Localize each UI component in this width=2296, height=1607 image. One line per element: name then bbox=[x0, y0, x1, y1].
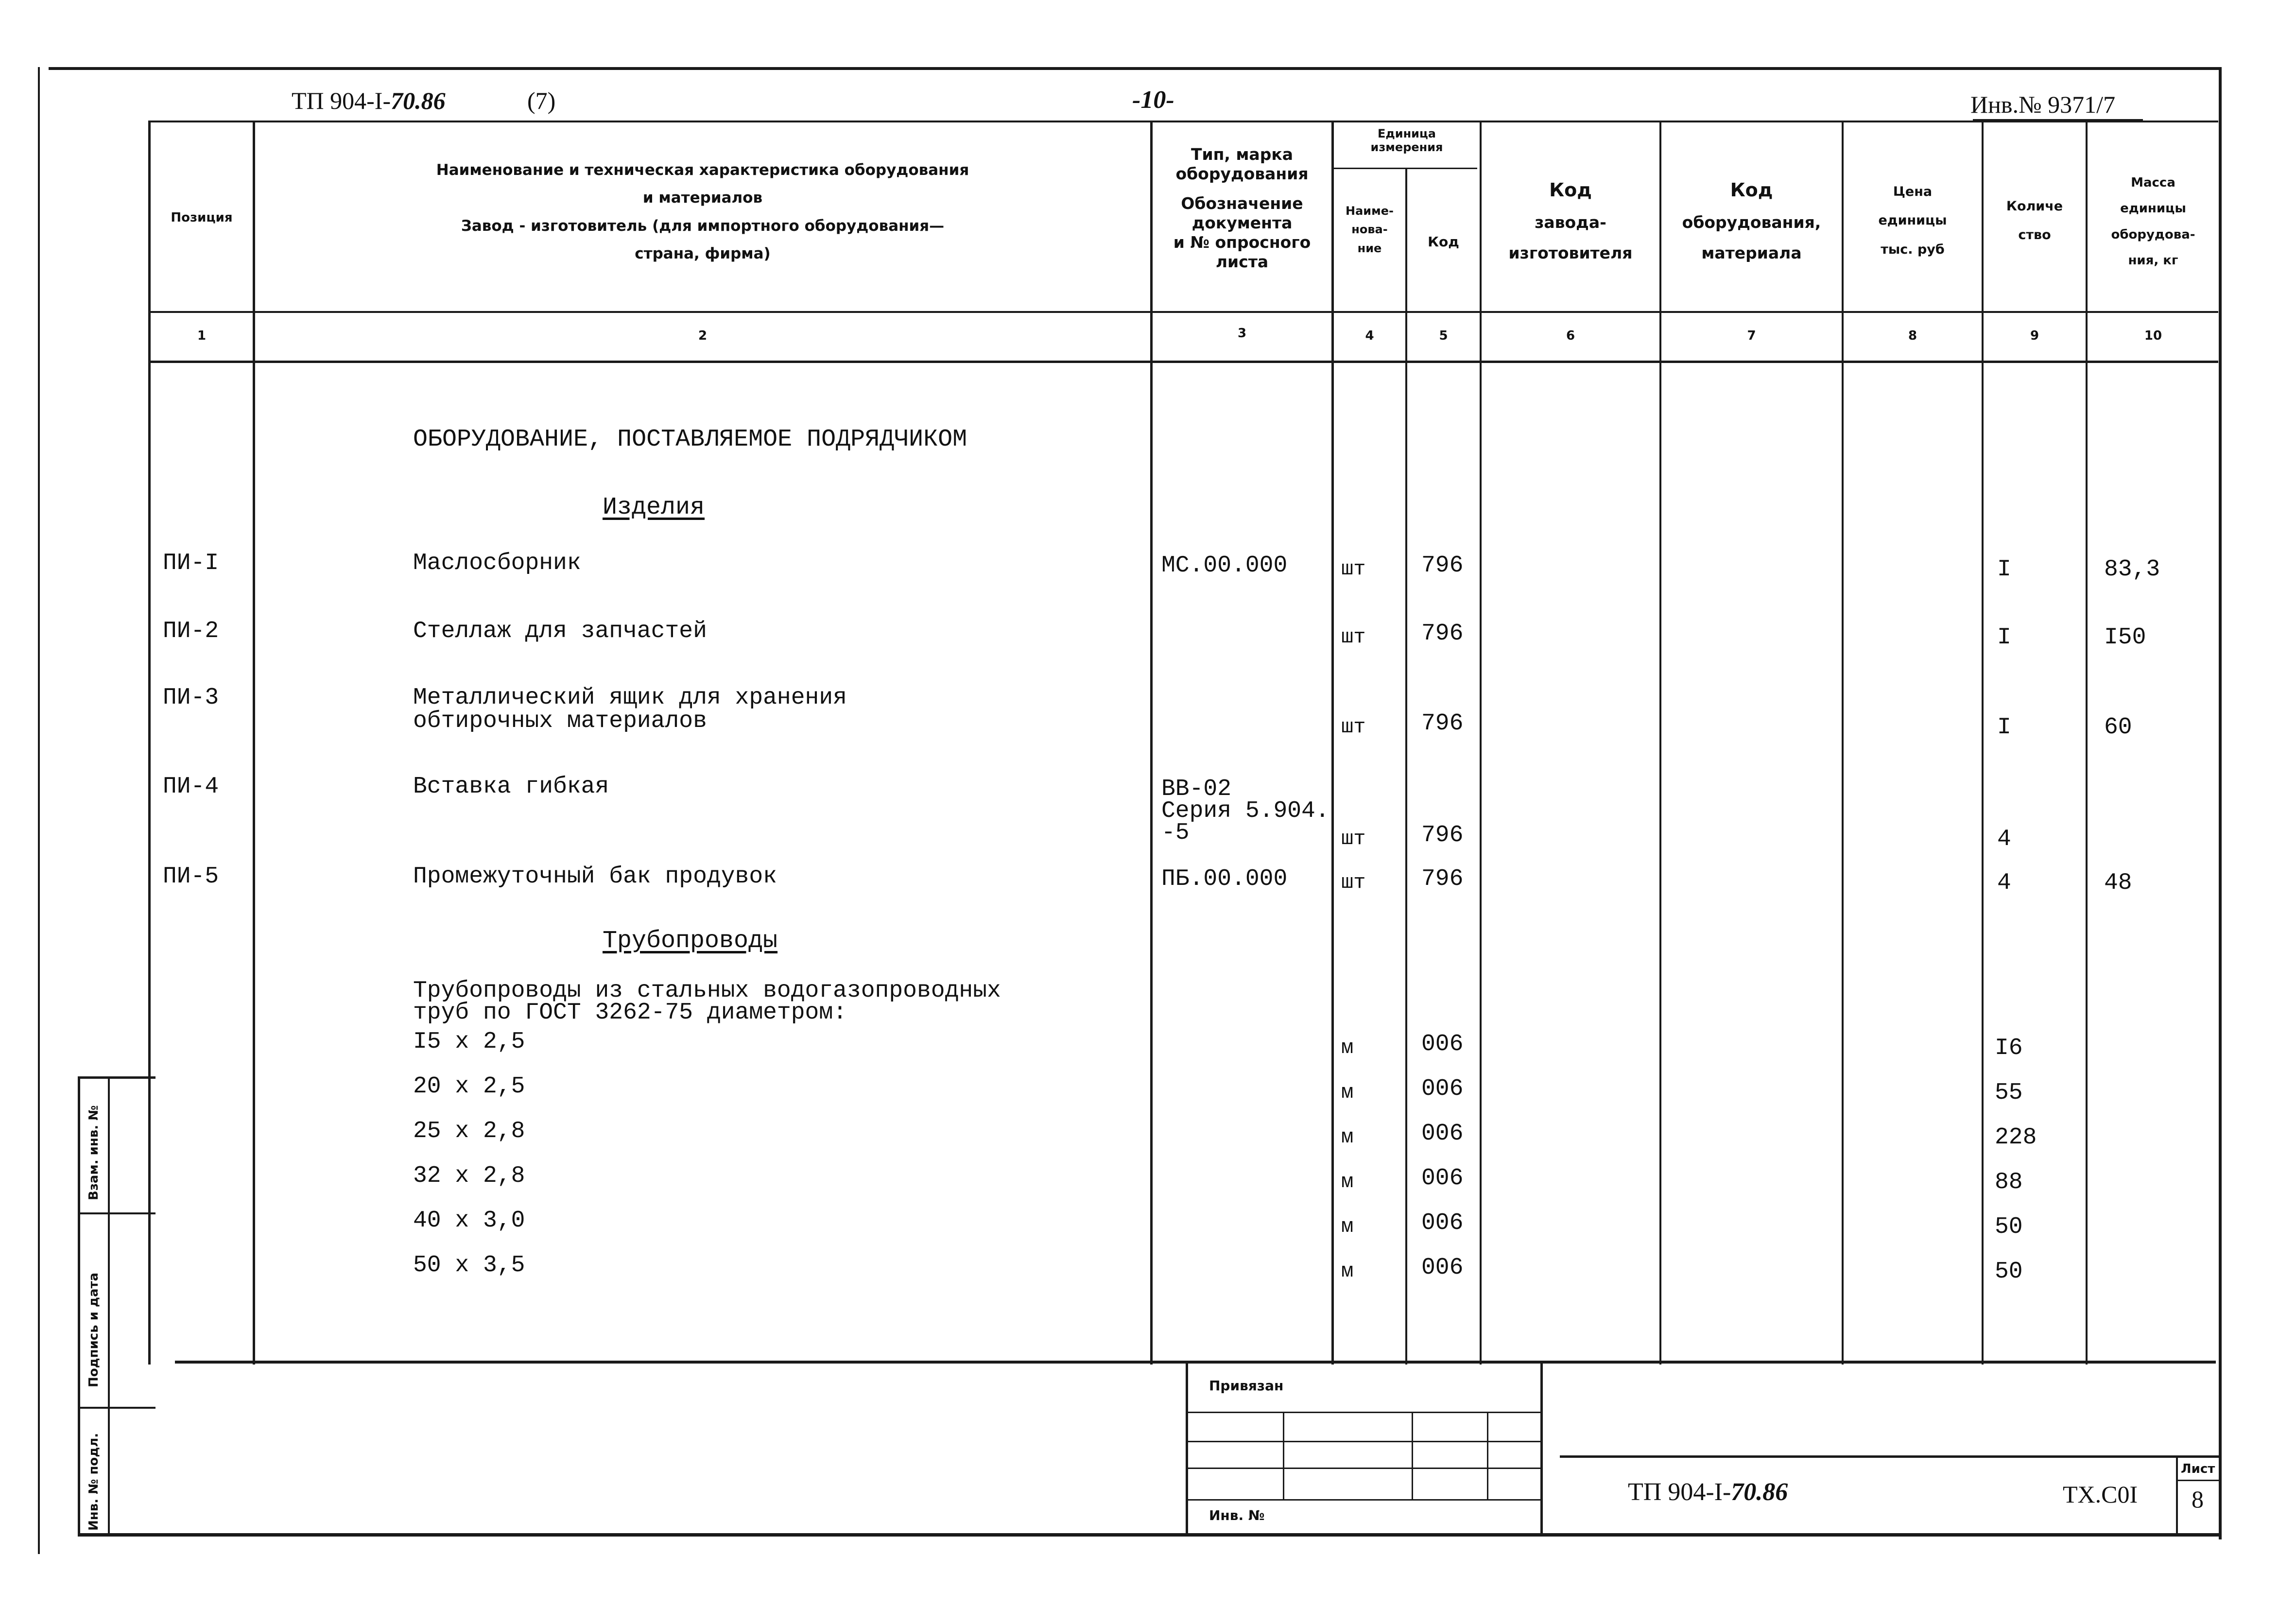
header-col10 bbox=[2088, 170, 2219, 274]
subheading-pipes: Трубопроводы bbox=[603, 927, 778, 955]
header-unit-group-line1: Единица bbox=[1378, 127, 1436, 140]
header-col8-line3: тыс. руб bbox=[1881, 242, 1945, 257]
col-line-0 bbox=[148, 121, 151, 1365]
col-line-2 bbox=[1150, 121, 1153, 1365]
bottom-border bbox=[78, 1533, 2221, 1537]
col-line-7 bbox=[1842, 121, 1844, 1365]
header-col3-line3: Обозначение bbox=[1181, 193, 1303, 213]
header-col2-line4: страна, фирма) bbox=[635, 245, 771, 263]
colnum-3: 3 bbox=[1237, 326, 1247, 341]
row-unit: шт bbox=[1341, 715, 1366, 739]
pipe-size: 50 x 3,5 bbox=[413, 1252, 525, 1279]
stamp-sheet-code: ТХ.С0I bbox=[2063, 1481, 2138, 1508]
header-col2-line3: Завод - изготовитель (для импортного оборудования— bbox=[461, 217, 945, 235]
row-name-line2: обтирочных материалов bbox=[413, 708, 707, 734]
row-qty: I bbox=[1997, 714, 2011, 741]
pipe-qty: I6 bbox=[1995, 1035, 2023, 1061]
pipe-unit: м bbox=[1341, 1170, 1354, 1193]
colnum-1: 1 bbox=[197, 328, 207, 343]
row-code: 796 bbox=[1421, 553, 1464, 579]
pipes-intro-line1: Трубопроводы из стальных водогазопроводных bbox=[413, 978, 1001, 1004]
row-qty: 4 bbox=[1997, 870, 2011, 896]
row-code: 796 bbox=[1421, 822, 1464, 848]
pipes-intro-line2: труб по ГОСТ 3262-75 диаметром: bbox=[413, 1000, 847, 1026]
header-col4-line2: нова- bbox=[1351, 223, 1388, 237]
header-col3-line2: оборудования bbox=[1175, 164, 1309, 184]
side-stamp-inv-podl: Инв. № подл. bbox=[86, 1433, 101, 1531]
row-mass: 83,3 bbox=[2104, 556, 2160, 583]
row-code: 796 bbox=[1421, 621, 1464, 647]
row-type: ПБ.00.000 bbox=[1161, 866, 1288, 892]
pipe-size: 20 x 2,5 bbox=[413, 1073, 525, 1100]
subheading-items: Изделия bbox=[603, 494, 705, 521]
header-col10-line2: единицы bbox=[2120, 201, 2186, 216]
row-code: 796 bbox=[1421, 866, 1464, 892]
col-line-4 bbox=[1405, 168, 1407, 1365]
header-col5: Код bbox=[1428, 234, 1459, 250]
row-name: Маслосборник bbox=[413, 550, 581, 576]
list-box-left bbox=[2176, 1457, 2178, 1535]
row-name: Стеллаж для запчастей bbox=[413, 618, 707, 644]
header-col3-line5: и № опросного bbox=[1173, 233, 1311, 252]
row-position: ПИ-2 bbox=[163, 618, 219, 644]
top-doc-code-hand: 70.86 bbox=[391, 87, 446, 114]
page-number: -10- bbox=[1132, 86, 1174, 114]
header-top-line bbox=[148, 121, 2218, 122]
pipe-unit: м bbox=[1341, 1125, 1354, 1149]
top-doc-part: (7) bbox=[527, 87, 556, 114]
colnum-10: 10 bbox=[2144, 328, 2162, 343]
pipe-qty: 228 bbox=[1995, 1124, 2037, 1151]
header-col9 bbox=[1984, 192, 2086, 250]
colnum-8: 8 bbox=[1908, 328, 1917, 343]
header-bottom-line bbox=[148, 311, 2218, 313]
outer-right-border bbox=[2219, 67, 2222, 1539]
col-line-1 bbox=[253, 121, 255, 1365]
row-name: Промежуточный бак продувок bbox=[413, 864, 777, 890]
header-col8-line2: единицы bbox=[1878, 213, 1947, 228]
numrow-bottom-line bbox=[148, 361, 2218, 363]
privyazan-row-4 bbox=[1188, 1499, 1540, 1501]
row-qty: I bbox=[1997, 556, 2011, 583]
col-line-8 bbox=[1982, 121, 1984, 1365]
side-stamp-podpis: Подпись и дата bbox=[86, 1272, 101, 1387]
header-col3-line6: листа bbox=[1215, 252, 1269, 272]
header-col3 bbox=[1153, 145, 1331, 272]
row-type-line2: Серия 5.904. bbox=[1161, 798, 1329, 824]
header-col10-line1: Масса bbox=[2131, 175, 2175, 190]
row-type: МС.00.000 bbox=[1161, 553, 1288, 579]
pipe-size: I5 x 2,5 bbox=[413, 1029, 525, 1055]
privyazan-col-1 bbox=[1283, 1412, 1284, 1499]
pipe-code: 006 bbox=[1421, 1076, 1464, 1102]
pipe-qty: 50 bbox=[1995, 1214, 2023, 1240]
row-type-line1: ВВ-02 bbox=[1161, 776, 1232, 802]
pipe-qty: 55 bbox=[1995, 1080, 2023, 1106]
header-col2-line1: Наименование и техническая характеристика оборудования bbox=[436, 161, 969, 179]
header-col9-line2: ство bbox=[2018, 227, 2051, 243]
colnum-4: 4 bbox=[1365, 328, 1374, 343]
pipe-code: 006 bbox=[1421, 1255, 1464, 1281]
top-doc-code-prefix: ТП 904-I- bbox=[292, 87, 391, 114]
header-unit-group bbox=[1334, 127, 1480, 154]
row-mass: 60 bbox=[2104, 714, 2132, 741]
stamp-doc-code-hand: 70.86 bbox=[1731, 1478, 1788, 1506]
row-position: ПИ-4 bbox=[163, 774, 219, 800]
header-col8 bbox=[1844, 177, 1982, 264]
col-line-5 bbox=[1480, 121, 1482, 1365]
header-col2-line2: и материалов bbox=[642, 189, 763, 207]
header-col7-line3: материала bbox=[1701, 243, 1802, 262]
row-unit: шт bbox=[1341, 871, 1366, 894]
inv-no-label: Инв. № bbox=[1209, 1507, 1265, 1523]
inventory-number: Инв.№ 9371/7 bbox=[1970, 91, 2116, 118]
pipe-unit: м bbox=[1341, 1036, 1354, 1059]
header-col7-line1: Код bbox=[1730, 179, 1773, 201]
header-col1: Позиция bbox=[171, 210, 233, 225]
outer-top-border bbox=[49, 67, 2221, 70]
pipe-qty: 88 bbox=[1995, 1169, 2023, 1195]
row-position: ПИ-3 bbox=[163, 685, 219, 711]
row-unit: шт bbox=[1341, 557, 1366, 581]
col-line-6 bbox=[1659, 121, 1661, 1365]
stamp-doc-code-prefix: ТП 904-I- bbox=[1628, 1478, 1731, 1506]
header-col9-line1: Количе bbox=[2006, 199, 2063, 214]
header-col3-line1: Тип, марка bbox=[1191, 145, 1293, 164]
row-mass: 48 bbox=[2104, 870, 2132, 896]
colnum-5: 5 bbox=[1439, 328, 1448, 343]
left-margin-line bbox=[38, 67, 40, 1554]
row-qty: I bbox=[1997, 624, 2011, 651]
pipe-size: 25 x 2,8 bbox=[413, 1118, 525, 1144]
row-mass: I50 bbox=[2104, 624, 2146, 651]
pipe-unit: м bbox=[1341, 1260, 1354, 1283]
row-qty: 4 bbox=[1997, 826, 2011, 852]
header-col6-line2: завода- bbox=[1535, 213, 1606, 232]
pipe-unit: м bbox=[1341, 1215, 1354, 1238]
colnum-7: 7 bbox=[1747, 328, 1756, 343]
header-col6 bbox=[1482, 173, 1659, 269]
row-position: ПИ-I bbox=[163, 550, 219, 576]
row-name-line1: Металлический ящик для хранения bbox=[413, 685, 847, 711]
row-name: Вставка гибкая bbox=[413, 774, 609, 800]
header-col4 bbox=[1334, 202, 1405, 258]
col-line-3 bbox=[1331, 121, 1334, 1365]
header-col2 bbox=[255, 156, 1150, 268]
section-title: ОБОРУДОВАНИЕ, ПОСТАВЛЯЕМОЕ ПОДРЯДЧИКОМ bbox=[413, 426, 967, 453]
pipe-size: 32 x 2,8 bbox=[413, 1163, 525, 1189]
header-col10-line3: оборудова- bbox=[2111, 227, 2195, 242]
side-stamp-divider-v bbox=[108, 1076, 110, 1536]
stamp-doc-code bbox=[1628, 1480, 1788, 1505]
pipe-unit: м bbox=[1341, 1081, 1354, 1104]
privyazan-col-2 bbox=[1412, 1412, 1413, 1499]
header-col6-line3: изготовителя bbox=[1508, 243, 1633, 262]
list-number: 8 bbox=[2192, 1486, 2204, 1513]
pipe-code: 006 bbox=[1421, 1121, 1464, 1147]
header-col4-line1: Наиме- bbox=[1346, 204, 1394, 218]
privyazan-box-right bbox=[1540, 1364, 1543, 1534]
header-col4-line3: ние bbox=[1357, 241, 1382, 255]
side-stamp-left bbox=[78, 1076, 80, 1536]
pipe-code: 006 bbox=[1421, 1031, 1464, 1057]
stamp-divider-line bbox=[1560, 1455, 2221, 1458]
pipe-code: 006 bbox=[1421, 1165, 1464, 1192]
header-col3-line4: документа bbox=[1191, 213, 1293, 232]
row-unit: шт bbox=[1341, 827, 1366, 850]
row-unit: шт bbox=[1341, 625, 1366, 649]
table-body-bottom-line bbox=[175, 1361, 2216, 1364]
header-col8-line1: Цена bbox=[1893, 184, 1933, 199]
header-col6-line1: Код bbox=[1549, 179, 1592, 201]
pipe-qty: 50 bbox=[1995, 1259, 2023, 1285]
row-type-line3: -5 bbox=[1161, 820, 1190, 846]
header-unit-group-line2: измерения bbox=[1370, 140, 1443, 154]
list-box-divider bbox=[2176, 1480, 2221, 1481]
side-stamp-divider-1 bbox=[78, 1212, 155, 1214]
col-line-9 bbox=[2086, 121, 2088, 1365]
side-stamp-top bbox=[78, 1076, 155, 1079]
row-position: ПИ-5 bbox=[163, 864, 219, 890]
header-col7 bbox=[1661, 173, 1842, 269]
list-label: Лист bbox=[2181, 1462, 2215, 1476]
colnum-2: 2 bbox=[698, 328, 708, 343]
colnum-6: 6 bbox=[1566, 328, 1575, 343]
unit-group-divider bbox=[1331, 168, 1477, 169]
header-col10-line4: ния, кг bbox=[2128, 253, 2178, 268]
privyazan-label: Привязан bbox=[1209, 1378, 1284, 1394]
row-code: 796 bbox=[1421, 710, 1464, 737]
pipe-size: 40 x 3,0 bbox=[413, 1208, 525, 1234]
header-col7-line2: оборудования, bbox=[1682, 213, 1821, 232]
colnum-9: 9 bbox=[2030, 328, 2039, 343]
pipe-code: 006 bbox=[1421, 1210, 1464, 1236]
top-doc-code bbox=[292, 88, 446, 113]
privyazan-col-3 bbox=[1487, 1412, 1488, 1499]
privyazan-box-left bbox=[1186, 1364, 1188, 1534]
side-stamp-divider-2 bbox=[78, 1407, 155, 1409]
side-stamp-vzam: Взам. инв. № bbox=[86, 1105, 101, 1200]
